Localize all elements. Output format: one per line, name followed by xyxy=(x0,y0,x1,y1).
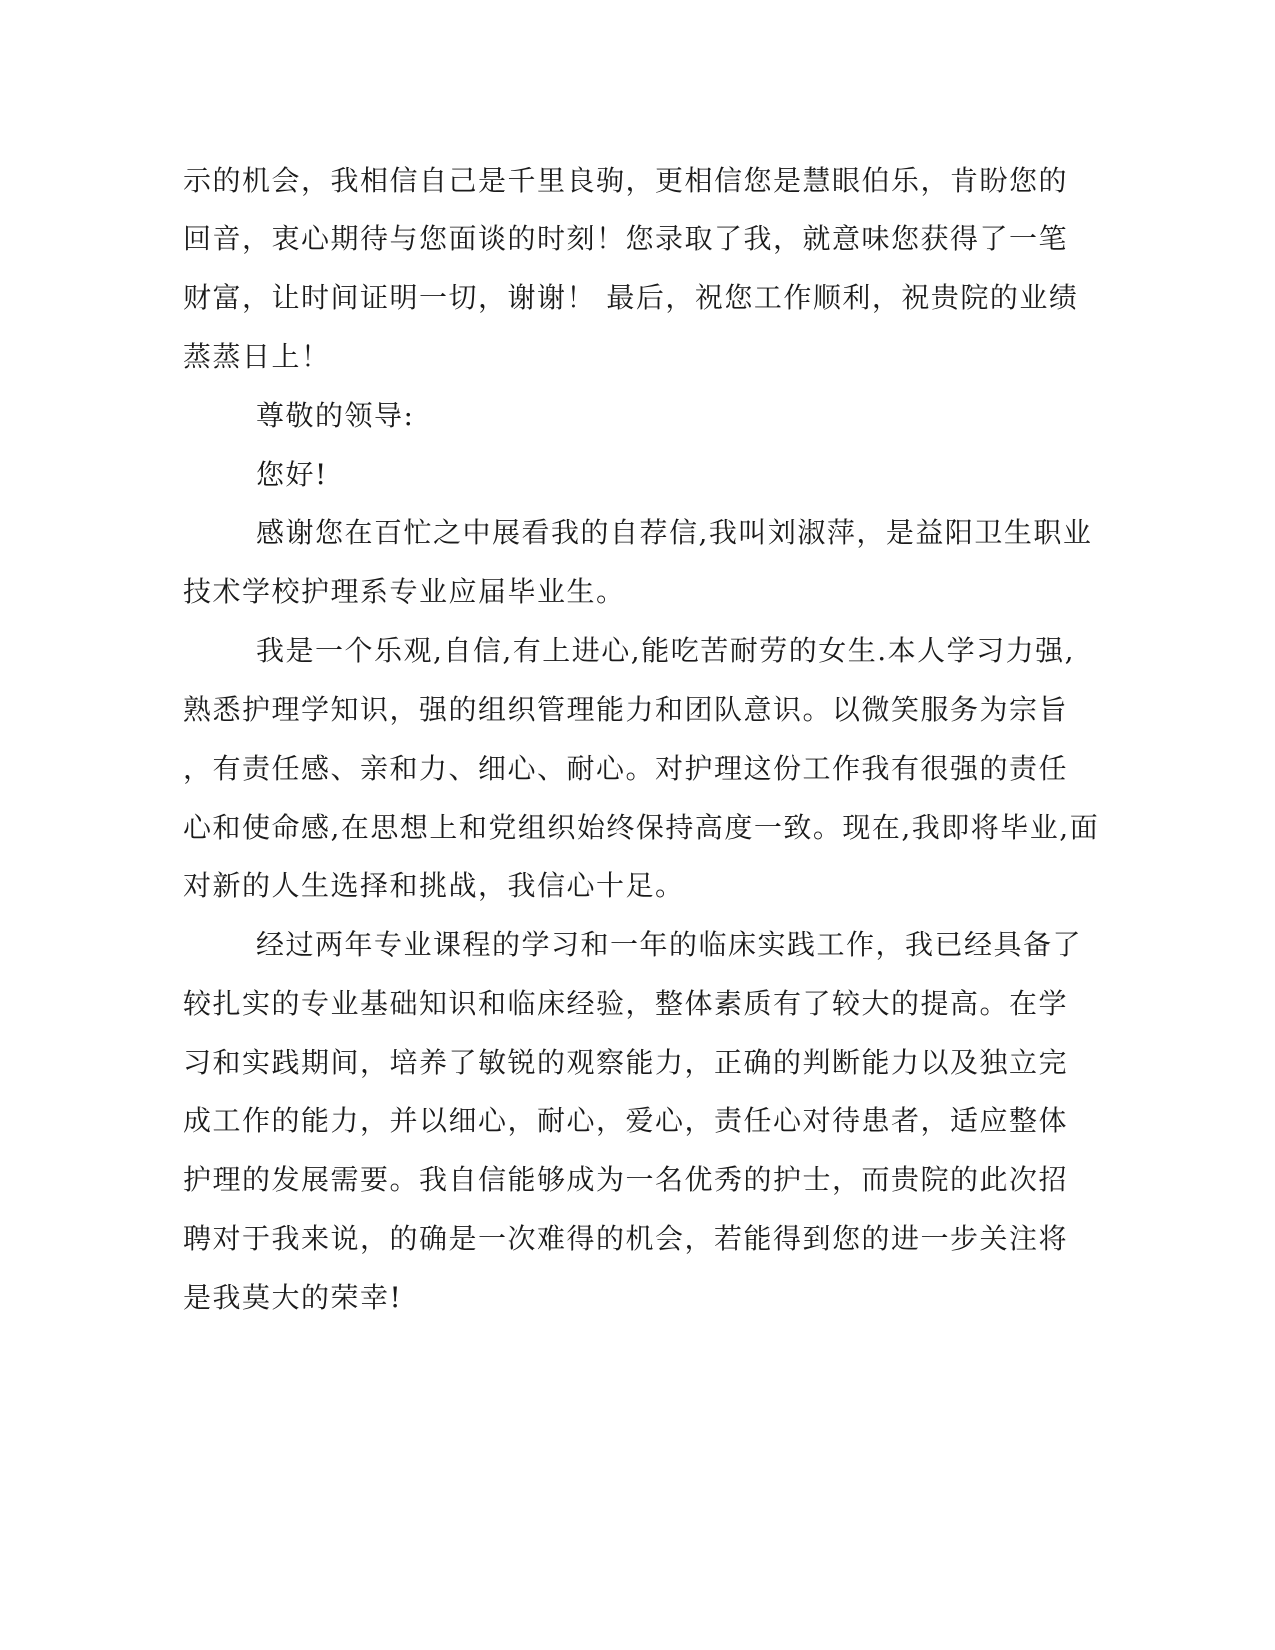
text-line: 我是一个乐观,自信,有上进心,能吃苦耐劳的女生.本人学习力强, xyxy=(256,634,1076,667)
text-line: ，有责任感、亲和力、细心、耐心。对护理这份工作我有很强的责任 xyxy=(183,752,1069,785)
text-line: 护理的发展需要。我自信能够成为一名优秀的护士，而贵院的此次招 xyxy=(183,1163,1069,1196)
text-line: 较扎实的专业基础知识和临床经验，整体素质有了较大的提高。在学 xyxy=(183,987,1069,1020)
text-line: 熟悉护理学知识，强的组织管理能力和团队意识。以微笑服务为宗旨 xyxy=(183,693,1069,726)
text-line: 习和实践期间，培养了敏锐的观察能力，正确的判断能力以及独立完 xyxy=(183,1046,1069,1079)
text-line: 聘对于我来说，的确是一次难得的机会，若能得到您的进一步关注将 xyxy=(183,1222,1069,1255)
text-line: 示的机会，我相信自己是千里良驹，更相信您是慧眼伯乐，肯盼您的 xyxy=(183,164,1069,197)
greeting: 您好! xyxy=(256,458,328,491)
text-line: 对新的人生选择和挑战，我信心十足。 xyxy=(183,869,685,902)
text-line: 是我莫大的荣幸! xyxy=(183,1281,403,1314)
text-line: 感谢您在百忙之中展看我的自荐信,我叫刘淑萍，是益阳卫生职业 xyxy=(256,516,1093,549)
text-line: 蒸蒸日上！ xyxy=(183,340,331,373)
salutation: 尊敬的领导: xyxy=(256,399,415,432)
text-line: 经过两年专业课程的学习和一年的临床实践工作，我已经具备了 xyxy=(256,928,1083,961)
text-line: 财富，让时间证明一切，谢谢！ 最后，祝您工作顺利，祝贵院的业绩 xyxy=(183,281,1079,314)
text-line: 心和使命感,在思想上和党组织始终保持高度一致。现在,我即将毕业,面 xyxy=(183,811,1100,844)
text-line: 成工作的能力，并以细心，耐心，爱心，责任心对待患者，适应整体 xyxy=(183,1104,1069,1137)
text-line: 回音，衷心期待与您面谈的时刻！您录取了我，就意味您获得了一笔 xyxy=(183,222,1069,255)
text-line: 技术学校护理系专业应届毕业生。 xyxy=(183,575,626,608)
